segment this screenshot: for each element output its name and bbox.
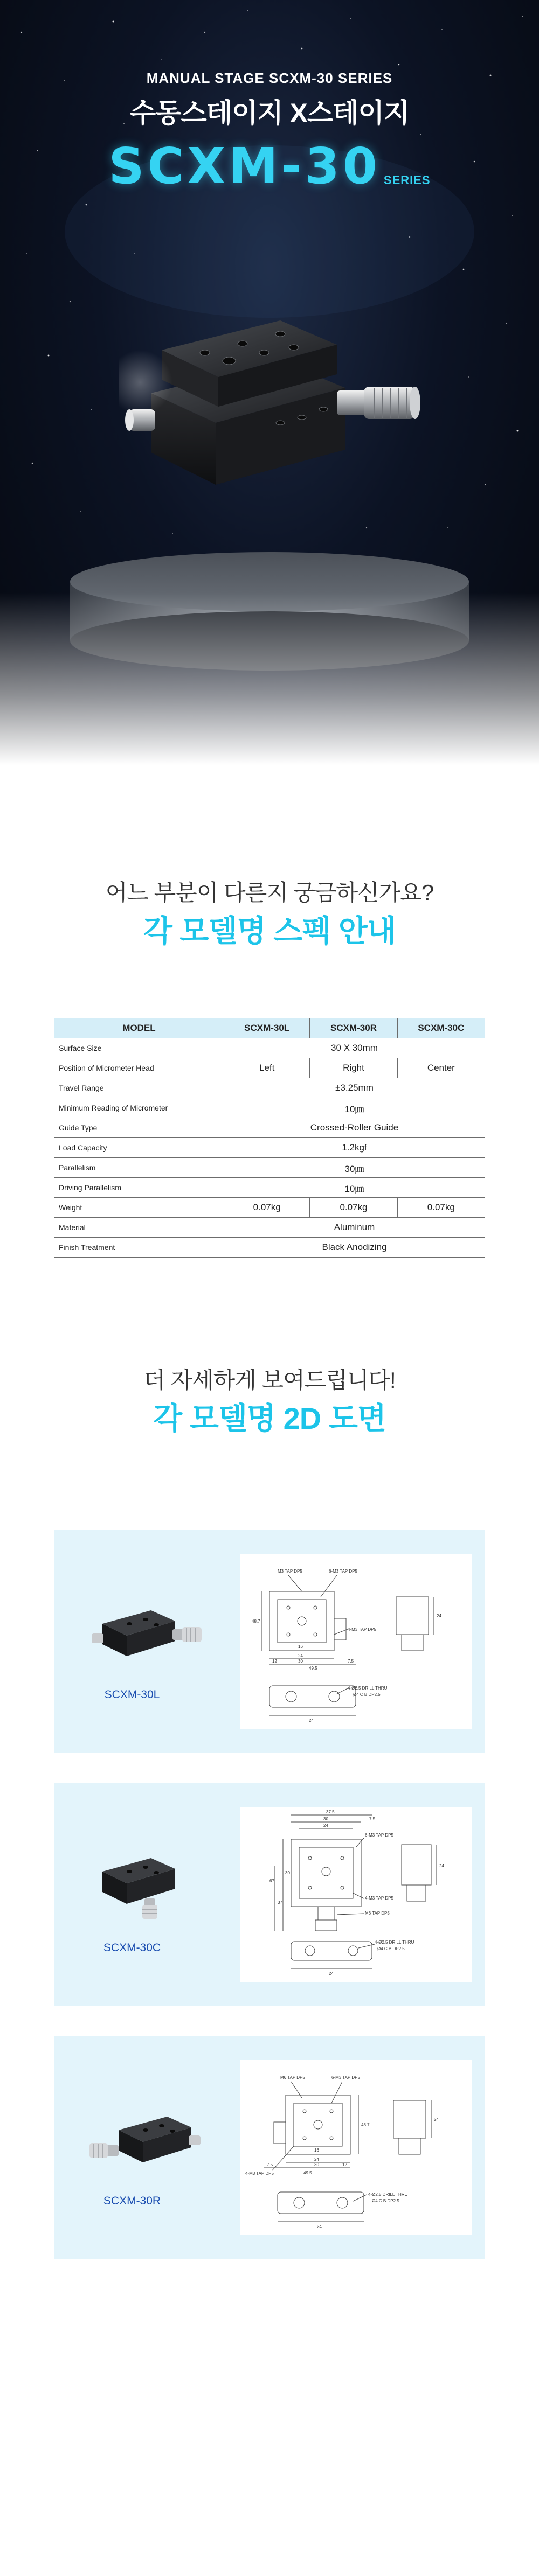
spec-value: 1.2kgf — [224, 1138, 485, 1158]
drawing-heading: 각 모델명 2D 도면 — [153, 1401, 386, 1435]
spec-label: Guide Type — [54, 1118, 224, 1138]
drawing-card-30c — [54, 1783, 485, 2006]
dimension-label: 49.5 — [303, 2170, 312, 2175]
dimension-label: 24 — [323, 1823, 328, 1828]
drawing-question: 더 자세하게 보여드립니다! — [143, 1367, 396, 1393]
table-row — [54, 1098, 485, 1118]
dimension-label: 24 — [329, 1971, 334, 1976]
table-row — [54, 1218, 485, 1238]
hero-banner — [0, 0, 539, 765]
drawing-label: 4-M3 TAP DP5 — [365, 1896, 393, 1901]
spec-label: Minimum Reading of Micrometer — [54, 1098, 224, 1118]
spec-label: Finish Treatment — [54, 1238, 224, 1258]
spec-label: Load Capacity — [54, 1138, 224, 1158]
spec-value: 10㎛ — [224, 1178, 485, 1198]
hero-model-line — [0, 137, 539, 195]
spec-label: Parallelism — [54, 1158, 224, 1178]
table-row — [54, 1118, 485, 1138]
spec-question: 어느 부분이 다른지 궁금하신가요? — [105, 880, 434, 905]
dimension-label: 24 — [437, 1614, 441, 1618]
spec-value: 30 X 30mm — [224, 1038, 485, 1058]
hero-title: 수동스테이지 X스테이지 — [129, 98, 410, 128]
dimension-label: 7.5 — [267, 2162, 273, 2167]
dimension-label: 12 — [272, 1659, 277, 1664]
drawing-label: Ø4 C B DP2.5 — [353, 1692, 381, 1697]
drawing-label: 6-M3 TAP DP5 — [365, 1833, 393, 1838]
hero-subtitle: MANUAL STAGE SCXM-30 SERIES — [146, 70, 393, 86]
spec-value: Crossed-Roller Guide — [224, 1118, 485, 1138]
drawing-label: M6 TAP DP5 — [280, 2075, 305, 2080]
technical-drawing — [240, 2060, 472, 2235]
dimension-label: 7.5 — [348, 1659, 354, 1664]
spec-value: Black Anodizing — [224, 1238, 485, 1258]
drawing-label: 4-Ø2.5 DRILL THRU — [368, 2192, 408, 2197]
dimension-label: 24 — [439, 1863, 444, 1868]
spec-value: Center — [397, 1058, 485, 1078]
spec-label: Material — [54, 1218, 224, 1238]
spec-value: 0.07kg — [310, 1198, 397, 1218]
dimension-label: 48.7 — [361, 2123, 370, 2127]
spec-value: 10㎛ — [224, 1098, 485, 1118]
drawing-label: 4-Ø2.5 DRILL THRU — [348, 1686, 388, 1691]
drawing-label: Ø4 C B DP2.5 — [372, 2198, 399, 2203]
table-row — [54, 1138, 485, 1158]
technical-drawing — [240, 1807, 472, 1982]
dimension-label: 30 — [298, 1659, 303, 1664]
spec-table — [54, 1018, 485, 1258]
dimension-label: 48.7 — [252, 1619, 260, 1624]
dimension-label: 49.5 — [309, 1666, 317, 1671]
hero-fade — [0, 592, 539, 765]
dimension-label: 16 — [314, 2148, 319, 2153]
spec-value: 0.07kg — [397, 1198, 485, 1218]
drawing-caption: SCXM-30R — [103, 2195, 161, 2207]
dimension-label: 12 — [342, 2162, 347, 2167]
table-row — [54, 1238, 485, 1258]
spec-table-header-row — [54, 1018, 485, 1038]
dimension-label: 24 — [298, 1653, 303, 1658]
spec-value: 30㎛ — [224, 1158, 485, 1178]
spec-label: Driving Parallelism — [54, 1178, 224, 1198]
drawing-label: Ø4 C B DP2.5 — [377, 1946, 405, 1951]
drawing-label: 6-M3 TAP DP5 — [329, 1569, 357, 1574]
spec-label: Position of Micrometer Head — [54, 1058, 224, 1078]
product-thumbnail — [86, 1591, 205, 1667]
drawing-caption: SCXM-30L — [104, 1688, 160, 1701]
product-thumbnail — [86, 1845, 205, 1920]
spec-value: Aluminum — [224, 1218, 485, 1238]
hero-model-name: SCXM-30 — [108, 137, 381, 195]
spec-header-30c: SCXM-30C — [397, 1018, 485, 1038]
dimension-label: 30 — [323, 1817, 328, 1821]
spec-label: Surface Size — [54, 1038, 224, 1058]
dimension-label: 24 — [434, 2117, 439, 2122]
dimension-label: 7.5 — [369, 1817, 376, 1821]
dimension-label: 16 — [298, 1644, 303, 1649]
spec-value: ±3.25mm — [224, 1078, 485, 1098]
drawing-label: 4-Ø2.5 DRILL THRU — [375, 1940, 414, 1945]
drawing-label: 4-M3 TAP DP5 — [348, 1627, 376, 1632]
drawing-label: 4-M3 TAP DP5 — [245, 2171, 274, 2176]
spec-value: Right — [310, 1058, 397, 1078]
dimension-label: 30 — [314, 2162, 319, 2167]
spec-header-30l: SCXM-30L — [224, 1018, 310, 1038]
table-row — [54, 1198, 485, 1218]
drawing-label: 6-M3 TAP DP5 — [331, 2075, 360, 2080]
technical-drawing-sheet — [240, 1807, 472, 1982]
drawing-card-30r — [54, 2036, 485, 2259]
drawing-label: M3 TAP DP5 — [278, 1569, 302, 1574]
drawing-label: M6 TAP DP5 — [365, 1911, 390, 1916]
spec-heading: 각 모델명 스펙 안내 — [143, 914, 396, 948]
technical-drawing — [240, 1554, 472, 1729]
dimension-label: 24 — [309, 1718, 314, 1723]
dimension-label: 24 — [317, 2224, 322, 2229]
spec-label: Weight — [54, 1198, 224, 1218]
dimension-label: 37 — [278, 1900, 282, 1905]
hero-series-label: SERIES — [383, 173, 431, 187]
table-row — [54, 1058, 485, 1078]
spec-value: Left — [224, 1058, 310, 1078]
product-illustration — [119, 280, 442, 506]
spec-header-30r: SCXM-30R — [310, 1018, 397, 1038]
technical-drawing-sheet — [240, 1554, 472, 1729]
dimension-label: 37.5 — [326, 1810, 335, 1814]
spec-value: 0.07kg — [224, 1198, 310, 1218]
table-row — [54, 1078, 485, 1098]
table-row — [54, 1158, 485, 1178]
product-thumbnail — [86, 2098, 205, 2173]
technical-drawing-sheet — [240, 2060, 472, 2235]
table-row — [54, 1038, 485, 1058]
spec-header-model: MODEL — [54, 1018, 224, 1038]
dimension-label: 30 — [285, 1870, 290, 1875]
dimension-label: 24 — [314, 2157, 319, 2162]
drawing-card-30l — [54, 1530, 485, 1753]
spec-label: Travel Range — [54, 1078, 224, 1098]
dimension-label: 67 — [270, 1879, 274, 1883]
drawing-caption: SCXM-30C — [103, 1942, 161, 1954]
table-row — [54, 1178, 485, 1198]
